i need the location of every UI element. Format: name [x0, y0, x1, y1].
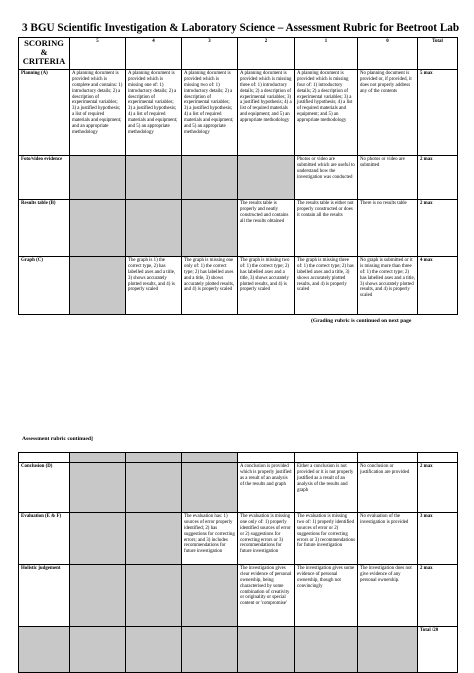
- cell-score-5: [70, 257, 126, 315]
- cell-score-3: A planning document is provided which is missing two of: 1) introductory details; 2) a description of experimental variables; 3) a justified hypothesis; 4) a list of required materials and equipment; and 5) an appropriate methodology: [182, 70, 238, 156]
- max-points: 5 max: [418, 70, 458, 156]
- row-total: [19, 627, 458, 673]
- cell-score-1: The results table is either not properly constructed or does it contain all the results: [295, 200, 358, 257]
- cell-score-3: The evaluation has: 1) sources of error properly identified; 2) has suggestions for correcting errors; and 3) includes recommendations for future investigation: [182, 513, 238, 565]
- cell-score-4: [126, 565, 182, 627]
- row-conclusion: [19, 463, 458, 513]
- cell-score-4: The graph is 1) the correct type, 2) has labelled axes and a title, 3) shows accurately plotted results, and 4) is properly scaled: [126, 257, 182, 315]
- continued-note: (Grading rubric is continued on next page: [311, 318, 412, 324]
- cell-score-5: A planning document is provided which is complete and contains: 1) introductory details; 2) a description of experimental variables; 3) a justified hypothesis; a list of required materials and equipment; and an appropriate methodology: [70, 70, 126, 156]
- cell-score-4: [126, 156, 182, 200]
- cell-score-3: [182, 565, 238, 627]
- row-label: Graph (C): [19, 257, 70, 315]
- cell-score-2: [238, 156, 295, 200]
- cell-score-2: The investigation gives clear evidence of personal ownership, being characterised by some combination of creativity or originality or special content or 'compromise': [238, 565, 295, 627]
- cell-score-0: There is no results table: [358, 200, 418, 257]
- row-label: Evaluation (E & F): [19, 513, 70, 565]
- row-graph: [19, 257, 458, 315]
- cell-score-1: The investigation gives some evidence of personal ownership, though not convincingly: [295, 565, 358, 627]
- cell-score-2: A planning document is provided which is missing three of: 1) introductory details; 2) a description of experimental variables; 3) a justified hypothesis; 4) a list of required materials and equipment; and 5) an appropriate methodology: [238, 70, 295, 156]
- row-label: Foto/video evidence: [19, 156, 70, 200]
- max-points: 4 max: [418, 257, 458, 315]
- header-row: [19, 38, 458, 70]
- header-score-3: 3: [182, 38, 238, 70]
- cell-score-3: [182, 156, 238, 200]
- row-label: Holistic judgement: [19, 565, 70, 627]
- cell-score-2: A conclusion is provided which is properly justified as a result of an analysis of the results and graph: [238, 463, 295, 513]
- cell-score-1: The graph is missing three of: 1) the correct type; 2) has labelled axes and a title, 3) shows accurately plotted results, and 4) is properly scaled: [295, 257, 358, 315]
- header-score-1: 1: [295, 38, 358, 70]
- cell-score-3: The graph is missing one only of: 1) the correct type; 2) has labelled axes and a title, 3) shows accurately plotted results, and 4) is properly scaled: [182, 257, 238, 315]
- cell-score-4: [126, 513, 182, 565]
- cell-score-3: [182, 463, 238, 513]
- header-score-2: 2: [238, 38, 295, 70]
- cell-score-4: [126, 200, 182, 257]
- cell-score-5: [70, 513, 126, 565]
- rubric-table-part-2: [18, 452, 458, 673]
- cell-score-1: A planning document is provided which is missing four of: 1) introductory details; 2) a description of experimental variables; 3) a justified hypothesis; 4) a list of required materials and equipment; and 5) an appropriate methodology: [295, 70, 358, 156]
- max-points: 2 max: [418, 156, 458, 200]
- cell-score-2: The evaluation is missing one only of: 1) properly identified sources of error or 2) suggestions for correcting errors or 3) recommendations for future investigation: [238, 513, 295, 565]
- cell-score-5: [70, 200, 126, 257]
- row-label: Conclusion (D): [19, 463, 70, 513]
- cell-score-5: [70, 463, 126, 513]
- cell-score-0: No photos or video are submitted: [358, 156, 418, 200]
- row-label: Results table (B): [19, 200, 70, 257]
- max-points: 2 max: [418, 463, 458, 513]
- total-points: Total /20: [418, 627, 458, 673]
- cell-score-0: No planning document is provided or, if provided, it does not properly address any of the contents: [358, 70, 418, 156]
- header-criteria: SCORING & CRITERIA: [19, 38, 70, 70]
- cell-score-0: No evaluation of the investigation is provided: [358, 513, 418, 565]
- max-points: 3 max: [418, 513, 458, 565]
- cell-score-1: The evaluation is missing two of: 1) properly identified sources of error or 2) suggestions for correcting errors or 3) recommendations for future investigation: [295, 513, 358, 565]
- header-score-0: 0: [358, 38, 418, 70]
- cell-score-5: [70, 156, 126, 200]
- cell-score-1: Either a conclusion is not provided or it is not properly justified as a result of an analysis of the results and graph: [295, 463, 358, 513]
- cell-score-5: [70, 565, 126, 627]
- cell-score-0: The investigation does not give evidence of any personal ownership.: [358, 565, 418, 627]
- page-title: 3 BGU Scientific Investigation & Laboratory Science – Assessment Rubric for Beetroot Lab: [22, 22, 460, 34]
- row-holistic: [19, 565, 458, 627]
- cell-score-3: [182, 200, 238, 257]
- row-label: Planning (A): [19, 70, 70, 156]
- cell-score-0: No graph is submitted or it is missing more than three of: 1) the correct type; 2) has labelled axes and a title, 3) shows accurately plotted results, and 4) is properly scaled: [358, 257, 418, 315]
- cell-score-2: The results table is properly and neatly constructed and contains all the results obtained: [238, 200, 295, 257]
- cell-score-4: A planning document is provided which is missing one of: 1) introductory details; 2) a description of experimental variables; 3) a justified hypothesis; 4) a list of required materials and equipment; and 5) an appropriate methodology: [126, 70, 182, 156]
- row-evaluation: [19, 513, 458, 565]
- max-points: 2 max: [418, 200, 458, 257]
- header-score-5: 5: [70, 38, 126, 70]
- header-total: Total: [418, 38, 458, 70]
- cell-score-0: No conclusion or justification are provided: [358, 463, 418, 513]
- row-foto-video: [19, 156, 458, 200]
- row-results-table: [19, 200, 458, 257]
- max-points: 2 max: [418, 565, 458, 627]
- cell-score-2: The graph is missing two of: 1) the correct type; 2) has labelled axes and a title, 3) shows accurately plotted results, and 4) is properly scaled: [238, 257, 295, 315]
- rubric-table-part-1: [18, 37, 458, 315]
- cell-score-4: [126, 463, 182, 513]
- row-planning: [19, 70, 458, 156]
- spacer-row: [19, 453, 458, 463]
- cell-score-1: Photos or video are submitted which are useful to understand how the investigation was conducted: [295, 156, 358, 200]
- subheading: Assessment rubric continued]: [22, 436, 93, 442]
- header-score-4: 4: [126, 38, 182, 70]
